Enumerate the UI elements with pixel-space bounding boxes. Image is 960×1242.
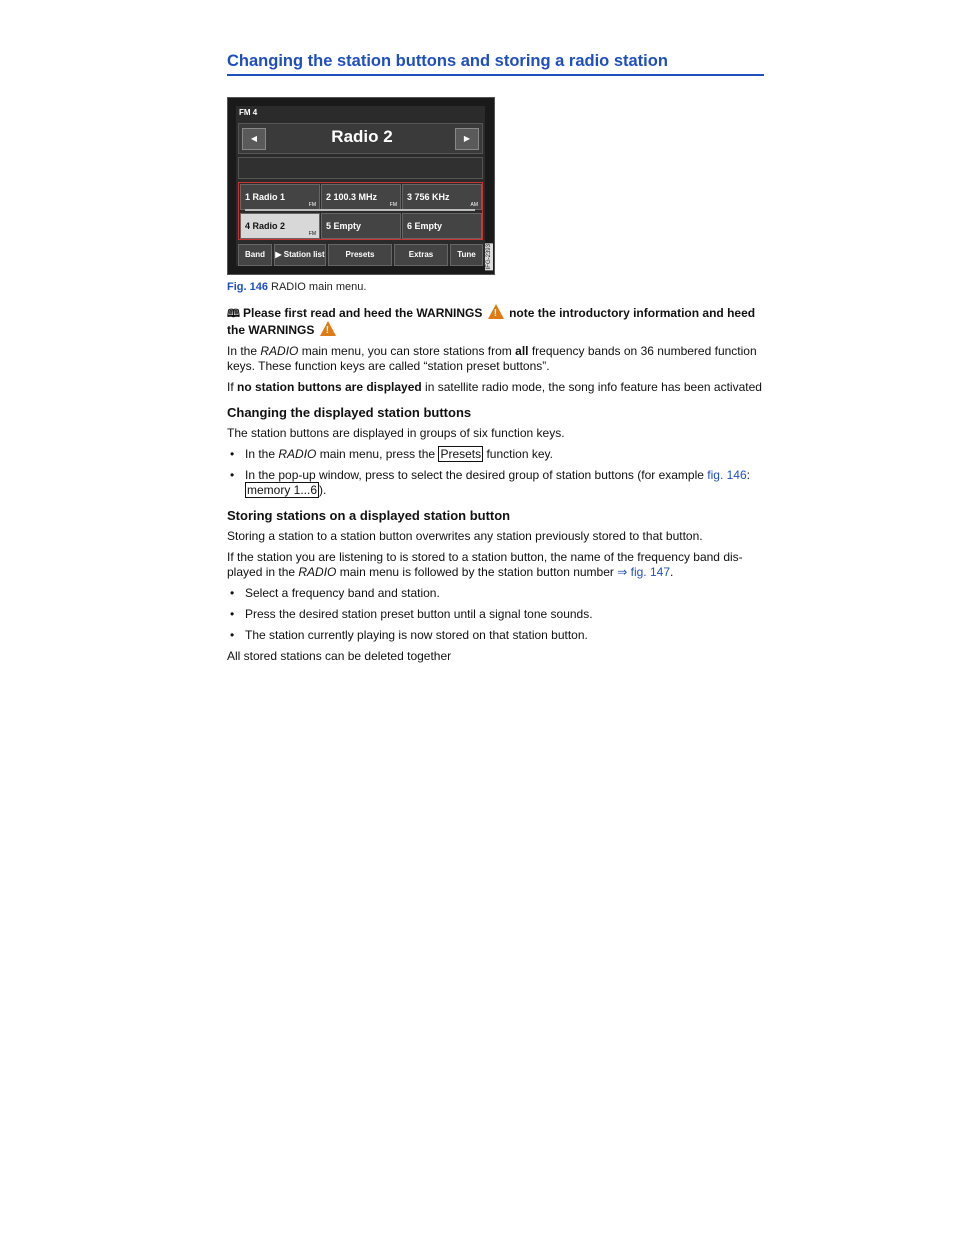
paragraph: If the station you are listening to is stored to a station button, the name of the frequency band dis- [227,550,743,564]
paragraph: If no station buttons are displayed in satellite radio mode, the song info feature has been activated [227,380,762,394]
warning-icon [488,304,504,319]
page-title: Changing the station buttons and storing a radio station [227,52,764,76]
preset-button-5[interactable]: 5 Empty [321,213,401,239]
body-text [227,304,764,670]
preset-button-2[interactable]: 2 100.3 MHz FM [321,184,401,210]
info-bar [238,157,483,179]
radio-figure [227,97,495,275]
presets-key: Presets [440,447,482,461]
figure-link[interactable]: fig. 146 [707,468,747,482]
preset-button-4[interactable]: 4 Radio 2 FM [240,213,320,239]
list-item: • In the pop-up window, press to select the desired group of station buttons (for example fig. 146: memory 1...6 ). [227,468,764,498]
book-icon: 🕮 [227,307,240,320]
paragraph: Storing a station to a station button overwrites any station previously stored to that button. [227,529,703,543]
band-softkey[interactable]: Band [238,244,272,266]
tune-softkey[interactable]: Tune [450,244,483,266]
section-heading: Changing the displayed station buttons [227,405,472,420]
figure-code: IFG-2393 [486,243,492,269]
paragraph: played in the RADIO main menu is followed by the station button number ⇒ fig. 147. [227,565,674,579]
warning-icon [320,321,336,336]
softkey-bar [238,244,483,266]
memory-key: memory 1...6 [247,483,318,497]
preset-button-6[interactable]: 6 Empty [402,213,482,239]
preset-button-1[interactable]: 1 Radio 1 FM [240,184,320,210]
preset-button-3[interactable]: 3 756 KHz AM [402,184,482,210]
station-list-softkey[interactable]: ▶ Station list [274,244,326,266]
presets-softkey[interactable]: Presets [328,244,392,266]
preset-divider [245,209,475,211]
figure-link[interactable]: ⇒ fig. 147 [617,565,670,579]
paragraph: In the RADIO main menu, you can store stations from all frequency bands on 36 numbered function keys. These function keys are called “station preset buttons”. [227,344,757,373]
intro-warning: 🕮 Please first read and heed the WARNINGS ! note the introductory information and heed the WARNINGS ! [227,304,764,338]
station-name: Radio 2 [331,127,393,146]
radio-screen [236,106,485,266]
list-item: • Select a frequency band and station. [227,586,764,601]
arrow-right-icon[interactable]: ▶ [455,128,479,150]
arrow-left-icon[interactable]: ◀ [242,128,266,150]
paragraph: All stored stations can be deleted together [227,649,452,663]
list-item: • Press the desired station preset button until a signal tone sounds. [227,607,764,622]
preset-group [238,182,483,240]
list-item: • In the RADIO main menu, press the Presets function key. [227,447,764,462]
paragraph: The station buttons are displayed in groups of six function keys. [227,426,565,440]
station-bar [238,123,483,154]
page [227,52,764,663]
list-item: • The station currently playing is now stored on that station button. [227,628,764,643]
extras-softkey[interactable]: Extras [394,244,448,266]
figure-caption: Fig. 146 RADIO main menu. [227,281,367,293]
band-label: FM 4 [239,108,258,117]
section-heading: Storing stations on a displayed station button [227,508,511,523]
